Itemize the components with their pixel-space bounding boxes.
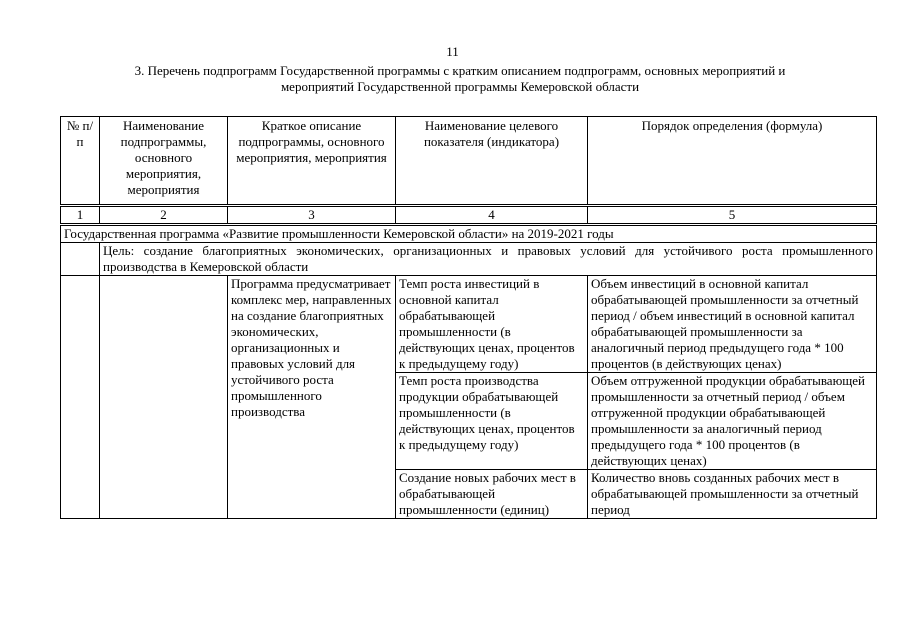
program-title-row (61, 225, 877, 243)
header-description: Краткое описание подпрограммы, основного мероприятия, мероприятия (228, 117, 396, 206)
header-name: Наименование подпрограммы, основного мероприятия, мероприятия (100, 117, 228, 206)
header-indicator: Наименование целевого показателя (индикатора) (396, 117, 588, 206)
empty-name-cell (100, 276, 228, 519)
indicator-name: Темп роста производства продукции обрабатывающей промышленности (в действующих ценах, процентов к предыдущему году) (396, 373, 588, 470)
empty-number-cell (61, 276, 100, 519)
column-numbers-row (61, 206, 877, 225)
section-heading (60, 63, 860, 95)
goal-empty-cell (61, 243, 100, 276)
indicator-formula: Количество вновь созданных рабочих мест в обрабатывающей промышленности за отчетный период (588, 470, 877, 519)
table-row (61, 276, 877, 373)
program-title: Государственная программа «Развитие промышленности Кемеровской области» на 2019-2021 годы (61, 225, 877, 243)
column-number: 1 (61, 206, 100, 225)
indicator-name: Темп роста инвестиций в основной капитал обрабатывающей промышленности (в действующих ценах, процентов к предыдущему году) (396, 276, 588, 373)
page-number: 11 (446, 44, 459, 59)
heading-line-1: 3. Перечень подпрограмм Государственной программы с кратким описанием подпрограмм, основных мероприятий и (134, 63, 786, 78)
table-header-row (61, 117, 877, 206)
heading-line-2: мероприятий Государственной программы Кемеровской области (280, 79, 640, 94)
indicator-name: Создание новых рабочих мест в обрабатывающей промышленности (единиц) (396, 470, 588, 519)
goal-row (61, 243, 877, 276)
column-number: 4 (396, 206, 588, 225)
indicator-formula: Объем инвестиций в основной капитал обрабатывающей промышленности за отчетный период / объем инвестиций в основной капитал обрабатывающей промышленности за аналогичный период предыдущего года * 100 процентов (в действующих ценах) (588, 276, 877, 373)
column-number: 2 (100, 206, 228, 225)
header-formula: Порядок определения (формула) (588, 117, 877, 206)
column-number: 5 (588, 206, 877, 225)
indicator-formula: Объем отгруженной продукции обрабатывающей промышленности за отчетный период / объем отгруженной продукции обрабатывающей промышленности за аналогичный период предыдущего года * 100 процентов (в действующих ценах) (588, 373, 877, 470)
subprograms-table (60, 116, 877, 519)
column-number: 3 (228, 206, 396, 225)
program-description: Программа предусматривает комплекс мер, направленных на создание благоприятных экономических, организационных и правовых условий для устойчивого роста промышленного производства (228, 276, 396, 519)
program-goal: Цель: создание благоприятных экономических, организационных и правовых условий для устойчивого роста промышленного производства в Кемеровской области (100, 243, 877, 276)
header-number: № п/п (61, 117, 100, 206)
